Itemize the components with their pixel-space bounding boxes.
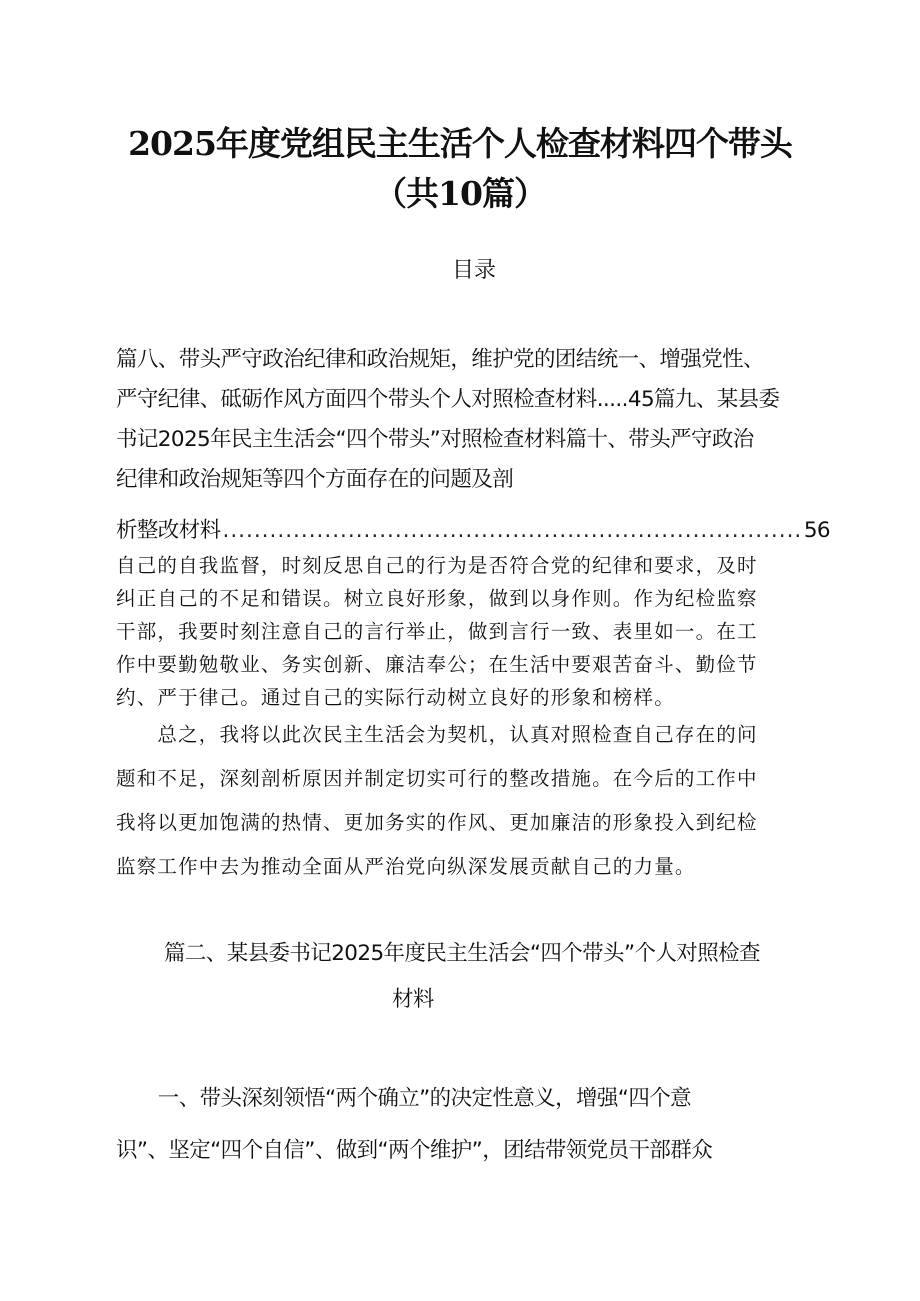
- body-paragraph-1: [116, 549, 840, 714]
- body-line: 题和不足，深刻剖析原因并制定切实可行的整改措施。在今后的工作中: [116, 767, 758, 790]
- body-paragraph-2: [116, 713, 840, 889]
- toc-heading: 目录: [451, 258, 496, 283]
- subheading-line: 识”、坚定“四个自信”、做到“两个维护”，团结带领党员干部群众: [116, 1138, 713, 1163]
- body-line: 我将以更加饱满的热情、更加务实的作风、更加廉洁的形象投入到纪检: [116, 811, 758, 834]
- body-line: 总之，我将以此次民主生活会为契机，认真对照检查自己存在的问: [116, 723, 758, 746]
- toc-last-entry-text: 析整改材料: [116, 518, 221, 543]
- section-title-line-1: 篇二、某县委书记2025年度民主生活会“四个带头”个人对照检查: [164, 941, 760, 966]
- document-title-line-2: （共10篇）: [374, 174, 546, 213]
- body-line: 自己的自我监督，时刻反思自己的行为是否符合党的纪律和要求，及时: [116, 554, 758, 577]
- toc-line: 书记2025年民主生活会“四个带头”对照检查材料篇十、带头严守政治: [116, 427, 754, 452]
- toc-dot-leader: [223, 516, 802, 546]
- toc-line: 篇八、带头严守政治纪律和政治规矩，维护党的团结统一、增强党性、: [116, 347, 764, 372]
- body-line: 约、严于律己。通过自己的实际行动树立良好的形象和榜样。: [116, 686, 675, 709]
- toc-entries: [116, 340, 838, 500]
- section-title-line-2: 材料: [392, 987, 434, 1012]
- body-line: 干部，我要时刻注意自己的言行举止，做到言行一致、表里如一。在工: [116, 620, 758, 643]
- document-title-line-1: 2025年度党组民主生活个人检查材料四个带头: [128, 124, 792, 163]
- toc-line: 严守纪律、砥砺作风方面四个带头个人对照检查材料.....45篇九、某县委: [116, 387, 780, 412]
- body-line: 作中要勤勉敬业、务实创新、廉洁奉公；在生活中要艰苦奋斗、勤俭节: [116, 653, 758, 676]
- body-line: 监察工作中去为推动全面从严治党向纵深发展贡献自己的力量。: [116, 855, 696, 878]
- toc-last-entry-page: 56: [803, 518, 830, 543]
- subheading-line: 一、带头深刻领悟“两个确立”的决定性意义，增强“四个意: [116, 1086, 692, 1111]
- body-line: 纠正自己的不足和错误。树立良好形象，做到以身作则。作为纪检监察: [116, 587, 758, 610]
- toc-line: 纪律和政治规矩等四个方面存在的问题及剖: [116, 467, 514, 492]
- toc-last-entry: [116, 516, 830, 546]
- section-subheading: [116, 1073, 840, 1177]
